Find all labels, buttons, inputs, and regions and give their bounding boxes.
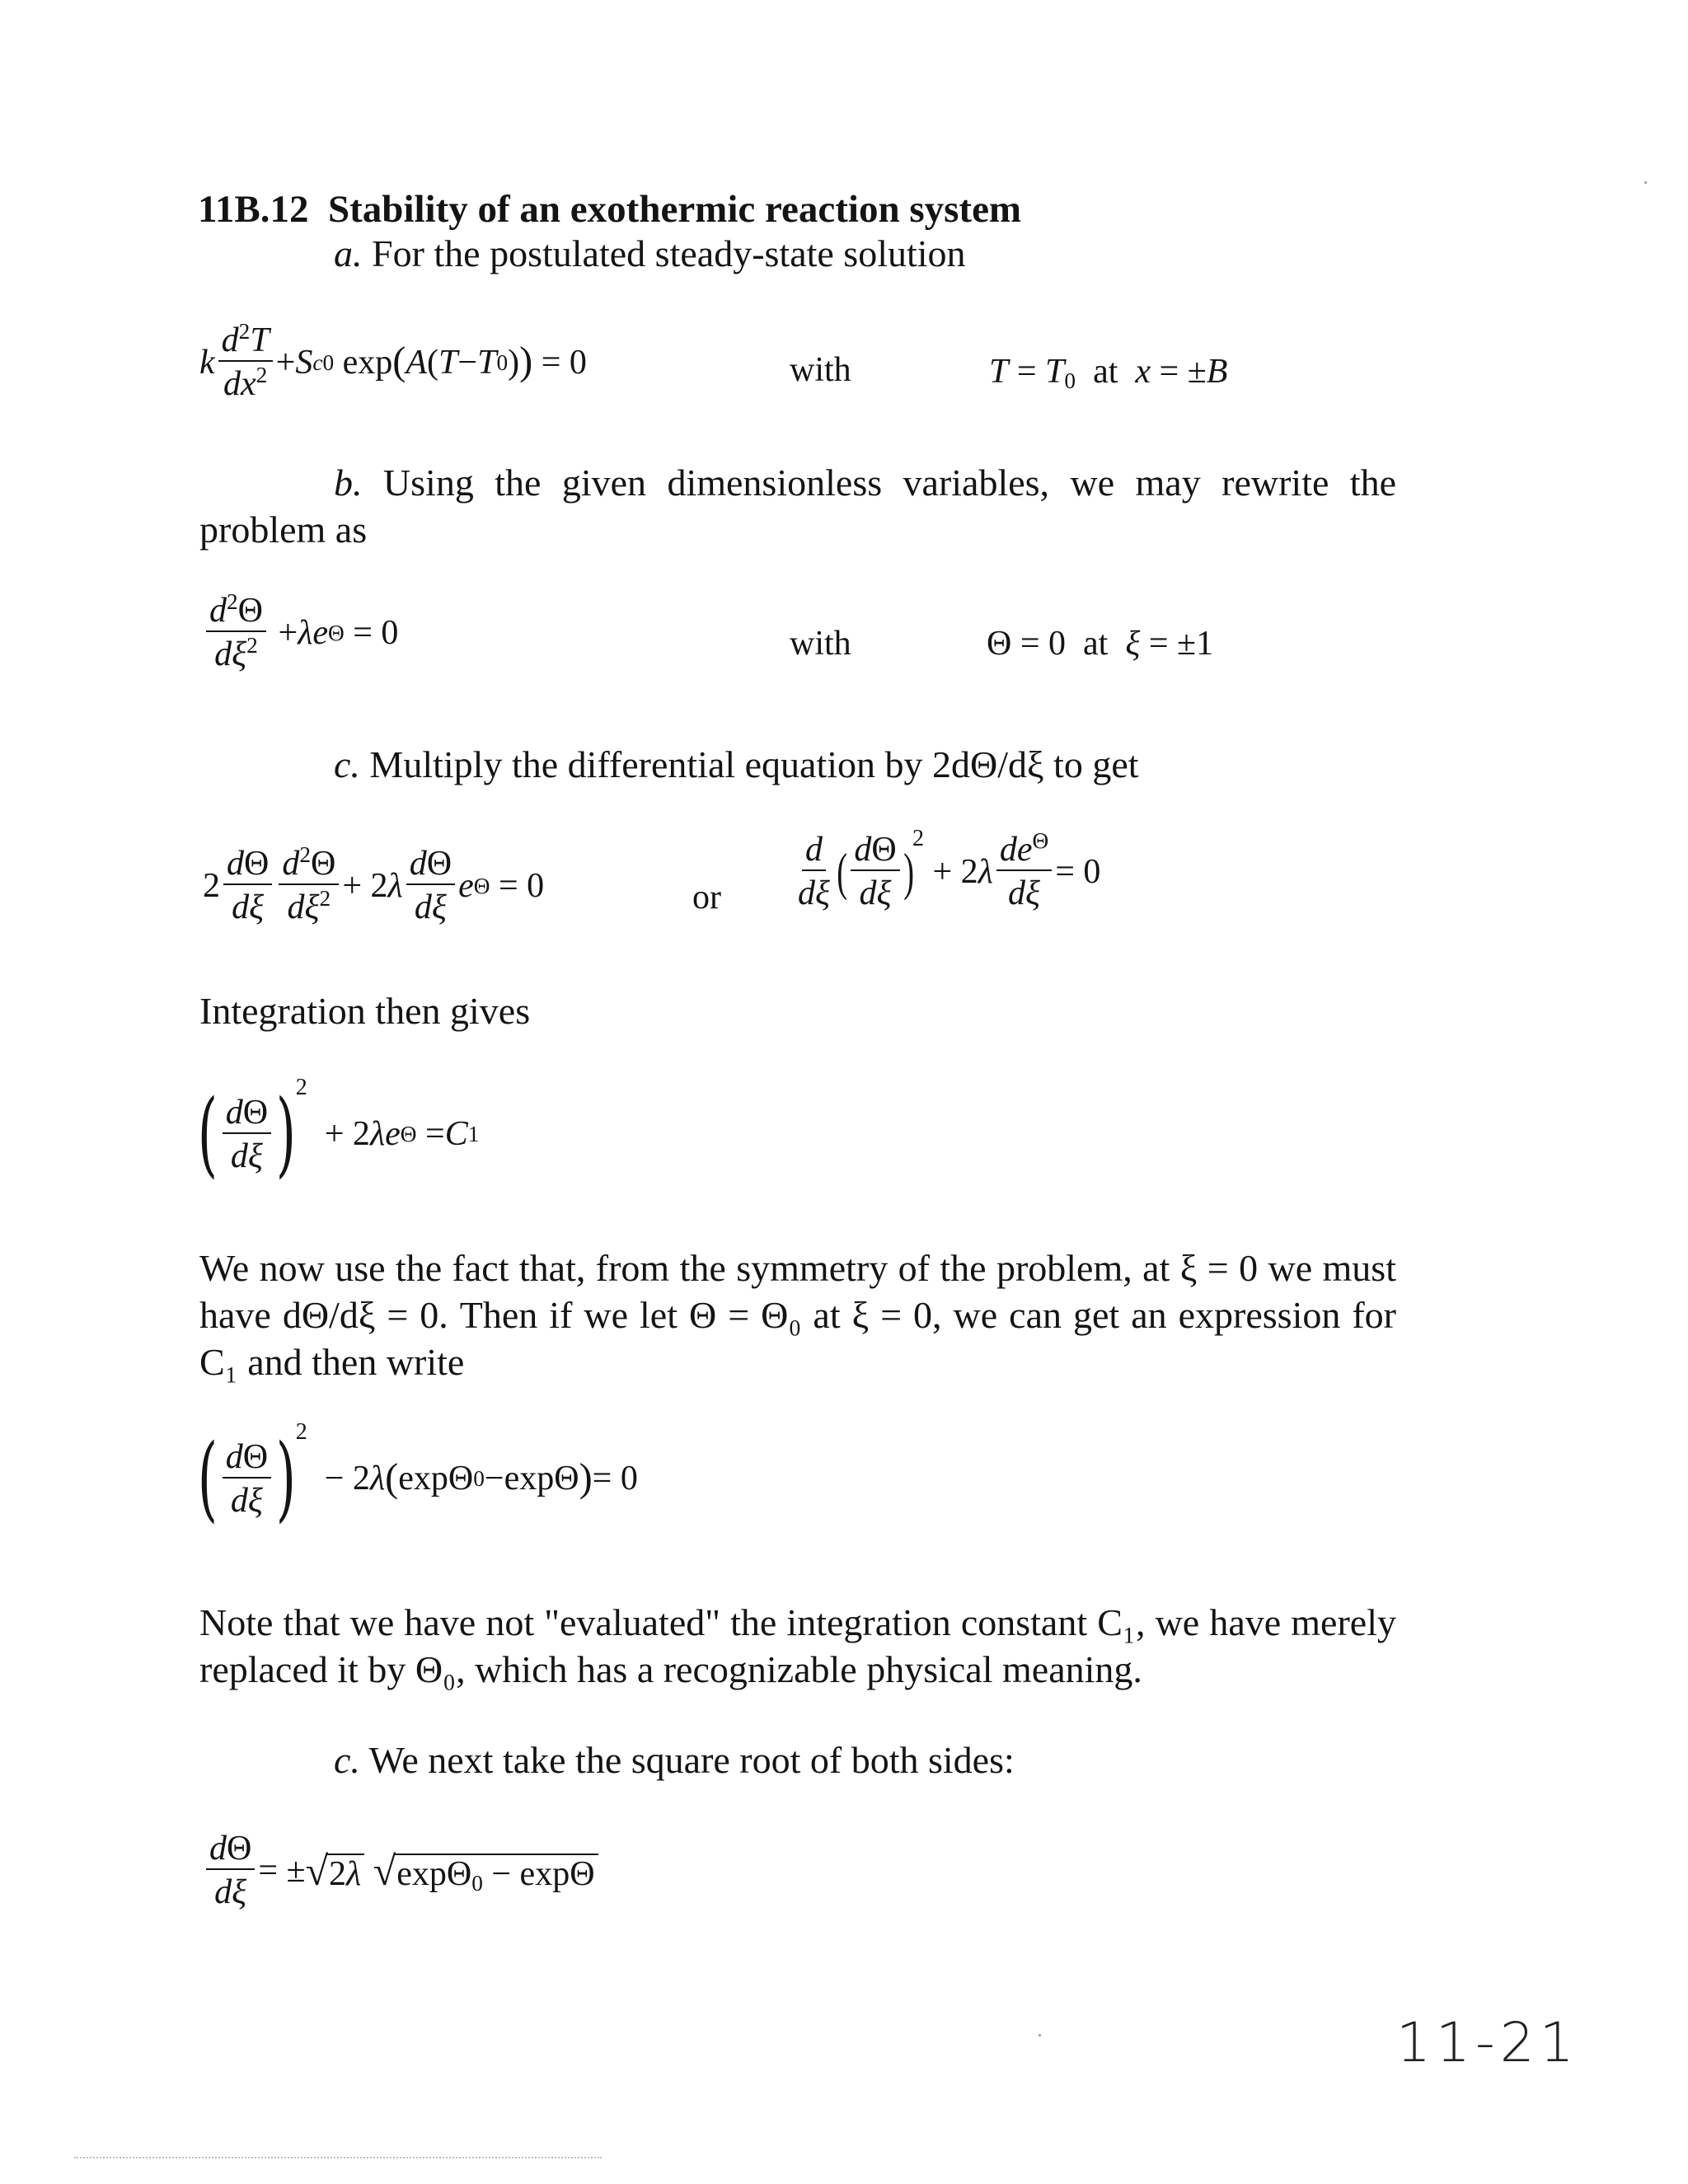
integration-text: Integration then gives [199, 990, 531, 1032]
equation-1-connector: with [790, 351, 851, 389]
scan-speck [1644, 181, 1647, 184]
equation-3-right: $\frac{d}{d\xi}$ ( $\frac{d\Theta}{d\xi}$ ) 2 + 2 λ $\frac{de^\Theta}{d\xi}$ = 0 [798, 826, 1101, 912]
equation-3-connector: or [692, 879, 721, 916]
section-number: 11B.12 [198, 188, 309, 231]
scan-edge-line [74, 2157, 602, 2158]
equation-2-condition: Θ = 0 at ξ = ±1 [987, 625, 1214, 663]
part-c2-text: c. We next take the square root of both sides: [334, 1739, 1015, 1781]
equation-4: ( $\frac{d\Theta}{d\xi}$ ) 2 + 2 λe Θ = C 1 [197, 1075, 480, 1188]
symmetry-text: We now use the fact that, from the symmetry of the problem, at ξ = 0 we must have dΘ/dξ = 0. Then if we let Θ = Θ₀ at ξ = 0, we can get an expression for C₁ and then write [199, 1247, 1396, 1383]
note-text: Note that we have not "evaluated" the integration constant C₁, we have merely replaced it by Θ₀, which has a recognizable physical meaning. [199, 1601, 1396, 1690]
section-heading [198, 186, 1021, 233]
equation-2: $\frac{d^2\Theta}{d\xi^2}$ + λe Θ = 0 [203, 593, 398, 672]
equation-5: ( $\frac{d\Theta}{d\xi}$ ) 2 − 2 λ ( exp Θ 0 − exp Θ ) = 0 [197, 1419, 638, 1532]
note-paragraph [199, 1599, 1396, 1693]
equation-2-connector: with [790, 625, 851, 663]
section-title: Stability of an exothermic reaction system [328, 188, 1022, 231]
page-number: 11-21 [1396, 2011, 1579, 2074]
equation-1: k $\frac{d^2T}{dx^2}$ + S c0 exp ( A ( T − T 0 ) ) = 0 [199, 319, 587, 403]
equation-6: $\frac{d\Theta}{d\xi}$ = ± √ 2λ √ expΘ$_0$ − expΘ [203, 1831, 598, 1910]
equation-3-left: 2 $\frac{d\Theta}{d\xi}$ $\frac{d^2\Theta}{d\xi^2}$ + 2 λ $\frac{d\Theta}{d\xi}$ e Θ = 0 [203, 842, 545, 926]
part-a-text: a. For the postulated steady-state solution [334, 232, 966, 274]
part-b-text: b. Using the given dimensionless variables, we may rewrite the problem as [199, 462, 1396, 551]
symmetry-paragraph [199, 1244, 1396, 1385]
part-c1-text: c. Multiply the differential equation by 2dΘ/dξ to get [334, 743, 1139, 785]
equation-1-condition: $T = T_0$ at x = ±B [989, 353, 1228, 393]
scan-speck [1039, 2034, 1041, 2036]
